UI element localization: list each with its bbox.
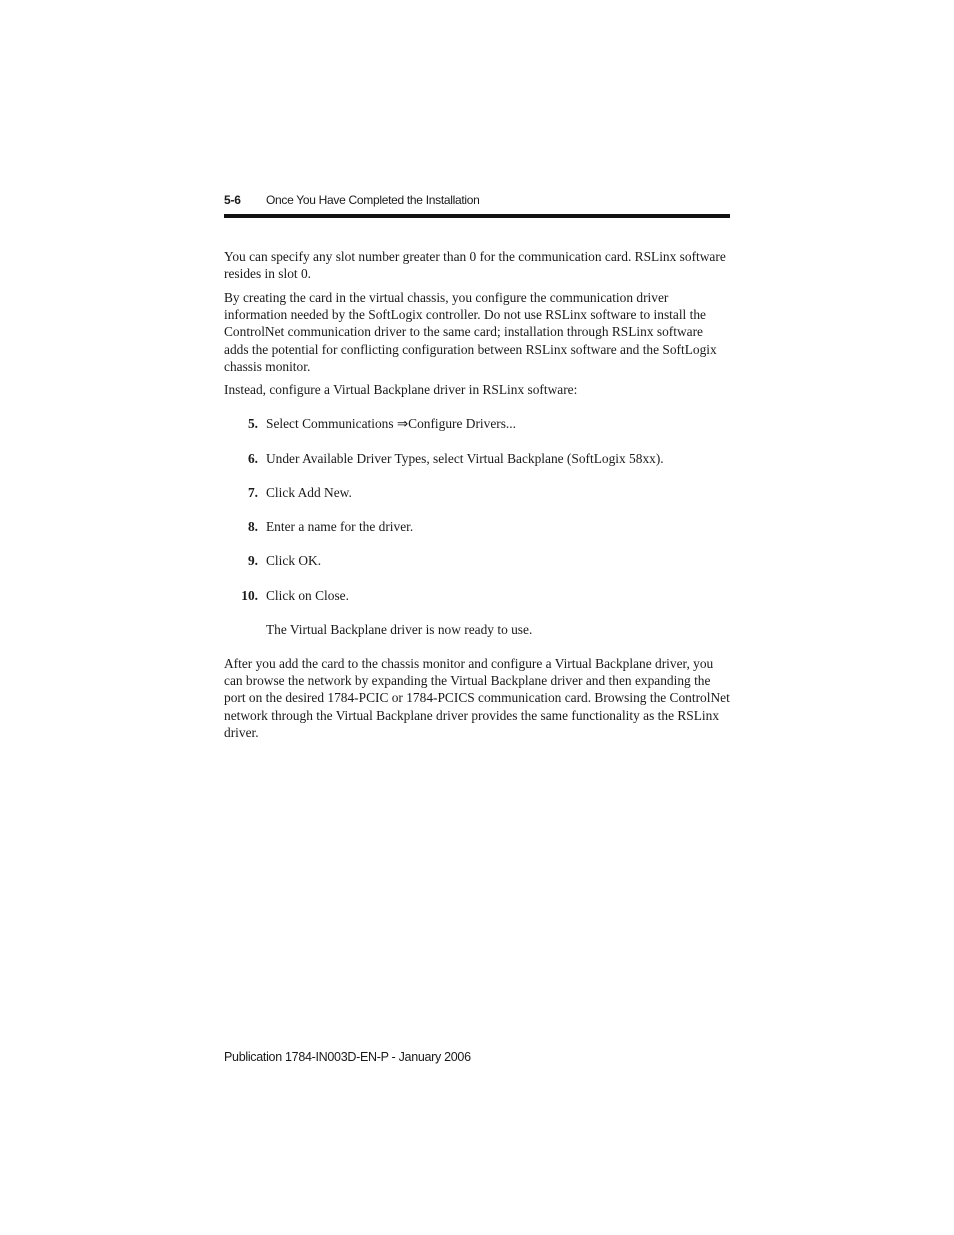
step-number: 8. (247, 519, 258, 534)
paragraph-browse-network: After you add the card to the chassis monitor and configure a Virtual Backplane driver, you can browse the network by expanding the Virtual Backplane driver and then expanding the port on the desired 1784-PCIC or 1784-PCICS communication card. Browsing the ControlNet network through the Virtual Backplane driver provides the same functionality as the RSLinx driver. (224, 656, 730, 740)
publication-footer: Publication 1784-IN003D-EN-P - January 2006 (224, 1050, 471, 1064)
step-text: Select Communications ⇒Configure Drivers... (266, 416, 516, 431)
page-header (224, 192, 730, 218)
step-result-text: The Virtual Backplane driver is now ready to use. (266, 622, 533, 637)
step-number: 5. (247, 416, 258, 431)
step-number: 10. (241, 588, 258, 603)
step-number: 7. (247, 485, 258, 500)
paragraph-virtual-chassis: By creating the card in the virtual chassis, you configure the communication driver information needed by the SoftLogix controller. Do not use RSLinx software to install the ControlNet communication driver to the same card; installation through RSLinx software adds the potential for conflicting configuration between RSLinx software and the SoftLogix chassis monitor. (224, 290, 717, 374)
header-rule (224, 214, 730, 218)
step-text: Click OK. (266, 553, 322, 568)
step-text: Click Add New. (266, 485, 352, 500)
step-number: 6. (247, 451, 258, 466)
paragraph-slot-number: You can specify any slot number greater than 0 for the communication card. RSLinx software resides in slot 0. (224, 249, 726, 282)
step-number: 9. (247, 553, 258, 568)
step-text: Click on Close. (266, 588, 349, 603)
page-number: 5-6 (224, 193, 241, 207)
step-text: Enter a name for the driver. (266, 519, 414, 534)
paragraph-instead: Instead, configure a Virtual Backplane driver in RSLinx software: (224, 382, 578, 397)
chapter-title: Once You Have Completed the Installation (266, 193, 480, 207)
step-text: Under Available Driver Types, select Virtual Backplane (SoftLogix 58xx). (266, 451, 664, 466)
